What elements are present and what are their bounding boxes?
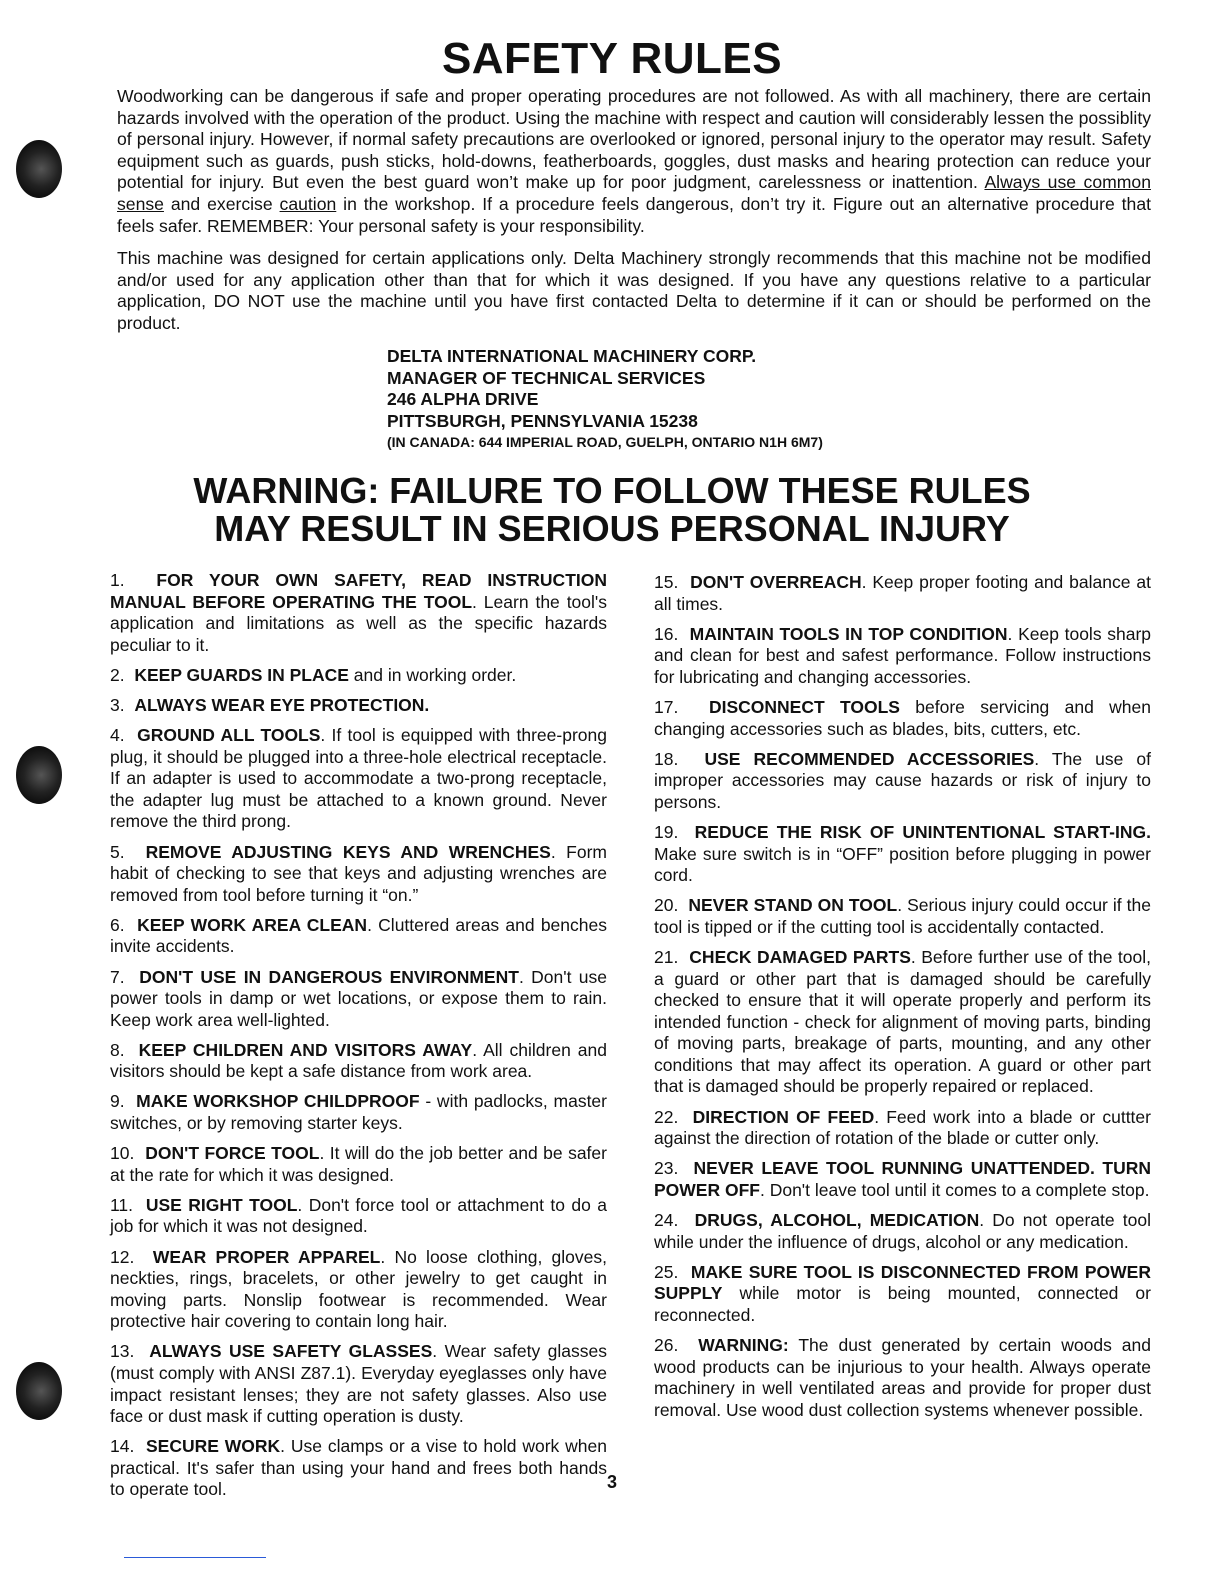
binder-hole-bottom: [16, 1362, 62, 1420]
rule-heading: DON'T OVERREACH: [690, 572, 862, 592]
intro-text-b: and exercise: [163, 193, 280, 214]
rule-text: . If tool is equipped with three-prong plug, it should be plugged into a three-hole electrical receptacle. If an adapter is used to accommodate a two-prong receptacle, the adapter lug must be attached to a known ground. Never remove the third prong.: [110, 725, 607, 832]
rule-number: 4.: [110, 725, 125, 746]
rule-heading: MAINTAIN TOOLS IN TOP CONDITION: [689, 623, 1008, 644]
intro-underline-caution: caution: [279, 193, 337, 214]
rule-text: Make sure switch is in “OFF” position before plugging in power cord.: [654, 843, 1151, 886]
rule-heading: NEVER LEAVE TOOL RUNNING UNATTENDED. TURN POWER OFF: [654, 1158, 1151, 1200]
rule-number: 24.: [654, 1209, 679, 1230]
page-title: SAFETY RULES: [441, 34, 783, 83]
safety-rule: [110, 1195, 607, 1238]
rule-heading: WARNING:: [698, 1334, 789, 1355]
intro-underline-common-sense: Always use common sense: [117, 172, 1151, 214]
rule-text: . All children and visitors should be kept a safe distance from work area.: [110, 1039, 607, 1082]
safety-rule: [110, 665, 607, 687]
safety-rule: [654, 749, 1151, 814]
safety-rule: [654, 895, 1151, 938]
rule-number: 5.: [110, 841, 125, 862]
rule-number: 15.: [654, 572, 679, 592]
rule-text: . Do not operate tool while under the influence of drugs, alcohol or any medication.: [654, 1209, 1151, 1252]
footer-rule: [124, 1557, 266, 1558]
rule-number: 23.: [654, 1158, 679, 1179]
rule-heading: WEAR PROPER APPAREL: [152, 1246, 381, 1267]
address-company: DELTA INTERNATIONAL MACHINERY CORP.: [387, 346, 757, 366]
rule-number: 3.: [110, 694, 125, 715]
contact-address: [387, 346, 1087, 454]
rule-heading: DON'T FORCE TOOL: [145, 1143, 320, 1164]
rule-heading: KEEP WORK AREA CLEAN: [137, 914, 368, 935]
rule-number: 1.: [110, 570, 125, 590]
rule-number: 2.: [110, 664, 125, 685]
rule-number: 17.: [654, 696, 679, 717]
rule-text: The dust generated by certain woods and wood products can be injurious to your health. Always operate machinery in well ventilated areas and provide for proper dust removal. Use wood dust collection systems whenever possible.: [654, 1334, 1152, 1420]
rule-text: before servicing and when changing accessories such as blades, bits, cutters, etc.: [654, 696, 1151, 739]
rule-heading: CHECK DAMAGED PARTS: [689, 946, 911, 967]
rule-heading: MAKE WORKSHOP CHILDPROOF: [136, 1091, 420, 1112]
safety-rule: [654, 572, 1151, 615]
page-number: 3: [606, 1472, 617, 1492]
rule-text: . The use of improper accessories may cause hazards or risk of injury to persons.: [654, 748, 1151, 812]
safety-rule: [110, 842, 607, 907]
rule-heading: USE RECOMMENDED ACCESSORIES: [704, 748, 1035, 769]
safety-rule: [110, 915, 607, 958]
safety-rule: [110, 967, 607, 1032]
warning-line-2: MAY RESULT IN SERIOUS PERSONAL INJURY: [214, 508, 1010, 549]
binder-hole-top: [16, 140, 62, 198]
intro-text-c: in the workshop. If a procedure feels dangerous, don’t try it. Figure out an alternative procedure that feels safer. REMEMBER: Your personal safety is your responsibility.: [117, 193, 1151, 236]
rule-heading: USE RIGHT TOOL: [145, 1194, 298, 1215]
rule-heading: DIRECTION OF FEED: [692, 1106, 875, 1127]
rule-number: 14.: [110, 1436, 135, 1457]
intro-paragraph-2: This machine was designed for certain applications only. Delta Machinery strongly recommends that this machine not be modified and/or used for any application other than that for which it was designed. If you have any questions relative to a particular application, DO NOT use the machine until you have first contacted Delta to determine if it can or should be performed on the product.: [117, 248, 1151, 333]
safety-rule: [654, 697, 1151, 740]
intro-text-a: Woodworking can be dangerous if safe and proper operating procedures are not followed. As with all machinery, there are certain hazards involved with the operation of the product. Using the machine with respect and caution will considerably lessen the possiblity of personal injury. However, if normal safety precautions are overlooked or ignored, personal injury to the operator may result. Safety equipment such as guards, push sticks, hold-downs, featherboards, goggles, dust masks and hearing protection can reduce your potential for injury. But even the best guard won’t make up for poor judgment, carelessness or inattention.: [117, 86, 1151, 193]
rule-number: 7.: [110, 966, 125, 987]
warning-heading: [0, 472, 1224, 548]
rule-number: 25.: [654, 1261, 679, 1282]
intro-paragraph-1: [117, 86, 1151, 237]
rule-heading: REMOVE ADJUSTING KEYS AND WRENCHES: [145, 841, 551, 862]
rule-text: . Serious injury could occur if the tool is tipped or if the cutting tool is accidentally contacted.: [654, 895, 1151, 937]
rule-heading: DISCONNECT TOOLS: [708, 696, 900, 717]
safety-rule: [654, 624, 1151, 689]
address-city: PITTSBURGH, PENNSYLVANIA 15238: [387, 410, 698, 431]
safety-rule: [110, 570, 607, 656]
rule-heading: DRUGS, ALCOHOL, MEDICATION: [694, 1209, 980, 1230]
safety-rule: [110, 725, 607, 833]
rule-heading: ALWAYS USE SAFETY GLASSES: [149, 1341, 433, 1362]
rule-text: . Keep tools sharp and clean for best and safest performance. Follow instructions for lubricating and changing accessories.: [654, 623, 1152, 687]
address-department: MANAGER OF TECHNICAL SERVICES: [387, 367, 706, 388]
safety-rule: [110, 1040, 607, 1083]
rule-number: 16.: [654, 623, 679, 644]
rule-number: 13.: [110, 1341, 135, 1362]
rule-number: 22.: [654, 1106, 679, 1127]
rule-number: 11.: [110, 1194, 134, 1215]
rule-heading: DON'T USE IN DANGEROUS ENVIRONMENT: [139, 966, 519, 987]
rule-number: 8.: [110, 1039, 125, 1060]
address-canada: (IN CANADA: 644 IMPERIAL ROAD, GUELPH, ONTARIO N1H 6M7): [387, 434, 823, 451]
rule-text: . It will do the job better and be safer at the rate for which it was designed.: [110, 1143, 607, 1185]
safety-rule: [110, 695, 607, 717]
rule-heading: KEEP GUARDS IN PLACE: [134, 664, 349, 685]
rule-text: . Use clamps or a vise to hold work when practical. It's safer than using your hand and frees both hands to operate tool.: [110, 1436, 607, 1500]
rules-column-left: [110, 570, 607, 1510]
safety-rule: [110, 1341, 607, 1427]
rule-text: . Form habit of checking to see that keys and adjusting wrenches are removed from tool before turning it “on.”: [110, 841, 607, 905]
rule-text: . Learn the tool's application and limitations as well as the specific hazards peculiar to it.: [110, 591, 607, 655]
rule-heading: SECURE WORK: [146, 1436, 281, 1457]
safety-rule: [110, 1091, 607, 1134]
rule-text: . Before further use of the tool, a guard or other part that is damaged should be carefully checked to ensure that it will operate properly and perform its intended function - check for alignment of moving parts, binding of moving parts, breakage of parts, mounting, and any other conditions that may affect its operation. A guard or other part that is damaged should be properly repaired or replaced.: [654, 946, 1151, 1097]
rule-text: and in working order.: [348, 664, 517, 685]
rule-heading: REDUCE THE RISK OF UNINTENTIONAL START-ING.: [694, 821, 1151, 842]
binder-hole-middle: [16, 746, 62, 804]
rule-text: . Don't use power tools in damp or wet locations, or expose them to rain. Keep work area well-lighted.: [110, 966, 607, 1030]
safety-rule: [654, 1335, 1151, 1421]
safety-rule: [654, 1107, 1151, 1150]
safety-rule: [654, 822, 1151, 887]
rule-heading: GROUND ALL TOOLS: [137, 725, 321, 746]
safety-rule: [654, 1158, 1151, 1201]
rule-heading: KEEP CHILDREN AND VISITORS AWAY: [138, 1039, 473, 1060]
rule-heading: MAKE SURE TOOL IS DISCONNECTED FROM POWER SUPPLY: [654, 1261, 1151, 1304]
safety-rule: [654, 1210, 1151, 1253]
rule-text: . Keep proper footing and balance at all times.: [654, 572, 1151, 614]
rules-column-right: [654, 572, 1151, 1430]
safety-rule: [654, 947, 1151, 1098]
rule-text: . Don't leave tool until it comes to a complete stop.: [759, 1179, 1150, 1200]
safety-rule: [110, 1247, 607, 1333]
warning-line-1: WARNING: FAILURE TO FOLLOW THESE RULES: [193, 470, 1031, 511]
rule-number: 20.: [654, 895, 679, 916]
rule-number: 18.: [654, 748, 679, 769]
rule-text: while motor is being mounted, connected or reconnected.: [654, 1283, 1151, 1325]
rule-text: . Cluttered areas and benches invite accidents.: [110, 914, 607, 957]
safety-rule: [110, 1143, 607, 1186]
rule-number: 6.: [110, 914, 125, 935]
rule-number: 26.: [654, 1334, 679, 1355]
rule-text: . Don't force tool or attachment to do a job for which it was not designed.: [110, 1194, 607, 1237]
rule-number: 19.: [654, 821, 679, 842]
address-street: 246 ALPHA DRIVE: [387, 389, 539, 410]
rule-number: 21.: [654, 946, 679, 967]
rule-heading: ALWAYS WEAR EYE PROTECTION.: [134, 694, 430, 715]
rule-number: 12.: [110, 1246, 135, 1267]
safety-rule: [654, 1262, 1151, 1327]
rule-heading: FOR YOUR OWN SAFETY, READ INSTRUCTION MANUAL BEFORE OPERATING THE TOOL: [110, 570, 607, 612]
rule-number: 10.: [110, 1143, 135, 1164]
rule-text: . No loose clothing, gloves, neckties, rings, bracelets, or other jewelry to get caught in moving parts. Nonslip footwear is recommended. Wear protective hair covering to contain long hair.: [110, 1246, 607, 1332]
rule-text: - with padlocks, master switches, or by removing starter keys.: [110, 1091, 607, 1134]
rule-number: 9.: [110, 1091, 125, 1112]
rule-text: . Feed work into a blade or cuttter against the direction of rotation of the blade or cutter only.: [654, 1106, 1151, 1149]
rule-heading: NEVER STAND ON TOOL: [688, 895, 898, 916]
rule-text: . Wear safety glasses (must comply with ANSI Z87.1). Everyday eyeglasses only have impact resistant lenses; they are not safety glasses. Also use face or dust mask if cutting operation is dusty.: [110, 1341, 607, 1427]
